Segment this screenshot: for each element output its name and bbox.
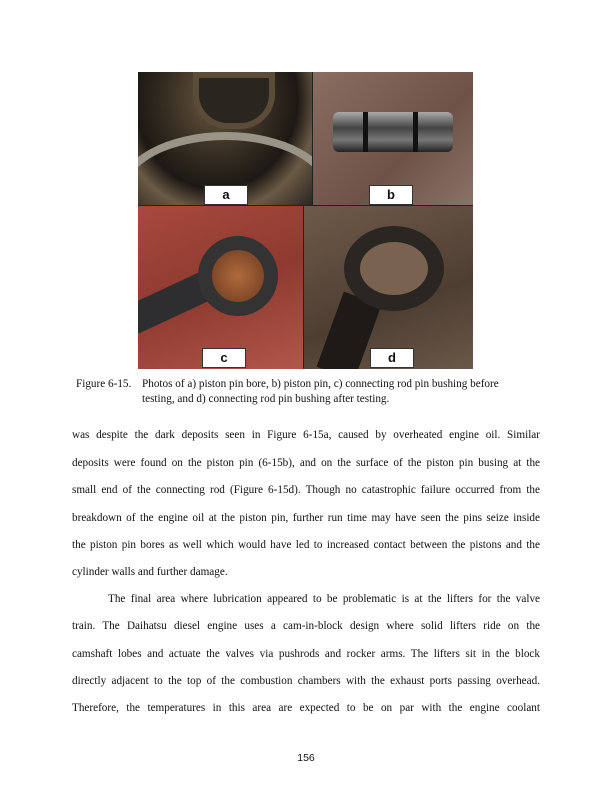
caption-line: Photos of a) piston pin bore, b) piston pin, c) connecting rod pin bushing before <box>142 378 499 390</box>
panel-label-b: b <box>369 185 413 205</box>
body-line: deposits were found on the piston pin (6-15b), and on the surface of the piston pin busing at the <box>72 457 540 469</box>
caption-line: testing, and d) connecting rod pin bushing after testing. <box>142 393 390 405</box>
body-line: Therefore, the temperatures in this area are expected to be on par with the engine coolant <box>72 702 540 714</box>
body-line: small end of the connecting rod (Figure 6-15d). Though no catastrophic failure occurred from the <box>72 484 540 496</box>
figure-caption <box>76 377 499 407</box>
body-line: camshaft lobes and actuate the valves via pushrods and rocker arms. The lifters sit in the block <box>72 648 540 660</box>
body-line: the piston pin bores as well which would have led to increased contact between the pistons and the <box>72 539 540 551</box>
caption-number: Figure 6-15. <box>76 378 132 390</box>
bushing <box>198 236 278 316</box>
pin-bore <box>193 72 275 129</box>
photo-piston-pin <box>313 72 473 205</box>
photo-bushing-before <box>138 206 303 369</box>
body-line: directly adjacent to the top of the combustion chambers with the exhaust ports passing overhead. <box>72 675 540 687</box>
body-line: cylinder walls and further damage. <box>72 566 228 578</box>
figure-6-15 <box>138 72 473 369</box>
panel-label-a: a <box>204 185 248 205</box>
body-line: breakdown of the engine oil at the piston pin, further run time may have seen the pins seize inside <box>72 512 540 524</box>
body-line: train. The Daihatsu diesel engine uses a cam-in-block design where solid lifters ride on the <box>72 620 540 632</box>
photo-piston-pin-bore <box>138 72 312 205</box>
page-number: 156 <box>297 752 315 764</box>
body-line: The final area where lubrication appeared to be problematic is at the lifters for the valve <box>108 593 540 605</box>
panel-label-d: d <box>370 348 414 368</box>
photo-bushing-after <box>304 206 473 369</box>
piston-pin <box>333 112 453 152</box>
panel-label-c: c <box>202 348 246 368</box>
bushing <box>344 226 444 311</box>
body-line: was despite the dark deposits seen in Figure 6-15a, caused by overheated engine oil. Similar <box>72 429 540 441</box>
